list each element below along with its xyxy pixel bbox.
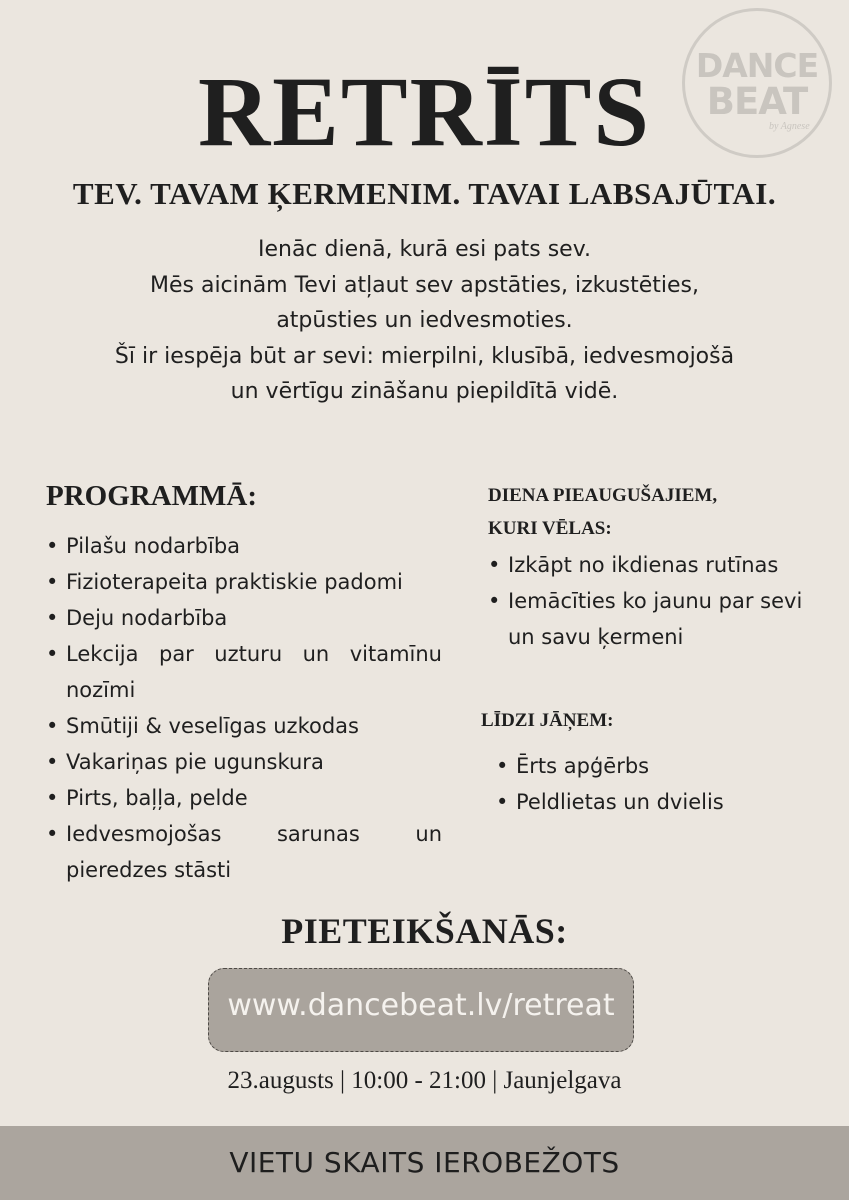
page-title: RETRĪTS xyxy=(197,56,652,167)
program-item: • Vakariņas pie ugunskura xyxy=(66,744,442,780)
program-item-continuation: pieredzes stāsti xyxy=(66,858,232,882)
program-item: • Fizioterapeita praktiskie padomi xyxy=(66,564,442,600)
program-item: • Lekcija par uzturu un vitamīnu xyxy=(66,636,442,672)
bring-heading: LĪDZI JĀŅEM: xyxy=(481,710,614,731)
audience-item: • Iemācīties ko jaunu par sevi xyxy=(508,583,838,619)
program-list xyxy=(66,528,442,888)
program-heading: PROGRAMMĀ: xyxy=(46,480,258,512)
intro-line: Ienāc dienā, kurā esi pats sev. xyxy=(257,237,592,262)
signup-heading: PIETEIKŠANĀS: xyxy=(281,911,568,951)
logo-tagline: by Agnese xyxy=(769,121,810,132)
footer-bar xyxy=(0,1126,849,1200)
program-item: • Smūtiji & veselīgas uzkodas xyxy=(66,708,442,744)
signup-url-box[interactable] xyxy=(208,968,634,1052)
footer-text: VIETU SKAITS IEROBEŽOTS xyxy=(229,1146,620,1179)
program-item: • Pilašu nodarbība xyxy=(66,528,442,564)
intro-text xyxy=(40,232,809,410)
intro-line: un vērtīgu zināšanu piepildītā vidē. xyxy=(230,379,619,404)
program-item: • Deju nodarbība xyxy=(66,600,442,636)
audience-item-continuation: un savu ķermeni xyxy=(508,625,684,649)
page-subtitle: TEV. TAVAM ĶERMENIM. TAVAI LABSAJŪTAI. xyxy=(72,176,777,211)
bring-item: • Peldlietas un dvielis xyxy=(516,784,816,820)
audience-heading-line: DIENA PIEAUGUŠAJIEM, xyxy=(488,485,718,506)
audience-item: • Izkāpt no ikdienas rutīnas xyxy=(508,547,838,583)
program-item: • Iedvesmojošas sarunas un xyxy=(66,816,442,852)
event-details: 23.augusts | 10:00 - 21:00 | Jaunjelgava xyxy=(227,1067,622,1094)
program-item: • Pirts, baļļa, pelde xyxy=(66,780,442,816)
intro-line: Šī ir iespēja būt ar sevi: mierpilni, klusībā, iedvesmojošā xyxy=(114,343,735,369)
intro-line: atpūsties un iedvesmoties. xyxy=(276,308,573,333)
signup-url-link[interactable]: www.dancebeat.lv/retreat xyxy=(227,988,615,1023)
logo-line1: DANCE xyxy=(695,46,819,85)
audience-list xyxy=(508,547,838,655)
audience-heading xyxy=(488,479,818,545)
program-item-continuation: nozīmi xyxy=(66,678,136,702)
audience-heading-line: KURI VĒLAS: xyxy=(488,518,612,539)
bring-list xyxy=(516,748,816,820)
bring-item: • Ērts apģērbs xyxy=(516,748,816,784)
logo-line2: BEAT xyxy=(706,80,808,123)
intro-line: Mēs aicinām Tevi atļaut sev apstāties, izkustēties, xyxy=(149,272,699,298)
